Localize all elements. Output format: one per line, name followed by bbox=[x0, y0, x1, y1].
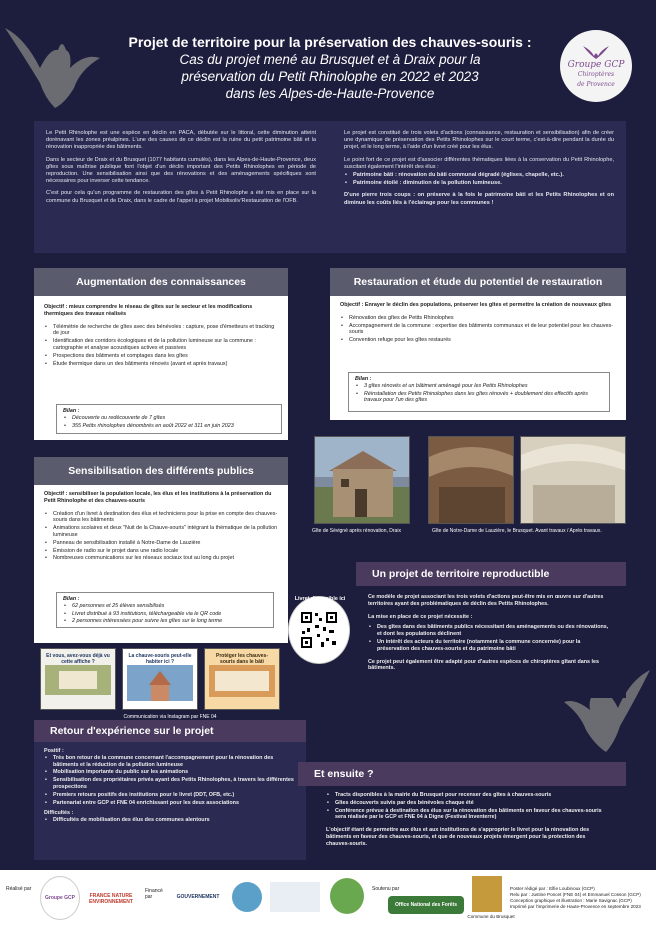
list-item: • Découverte ou redécouverte de 7 gîtes bbox=[63, 415, 275, 422]
section-header-restauration: Restauration et étude du potentiel de restauration bbox=[330, 268, 626, 296]
list-item: • Mobilisation importante du public sur les animations bbox=[44, 769, 296, 776]
objectif-text: Objectif : sensibiliser la population locale, les élus et les institutions à la préservation du Petit Rhinolophe et des chauves-souris bbox=[44, 491, 272, 504]
list-item: • Patrimoine bâti : rénovation du bâti communal dégradé (églises, chapelle, etc.). bbox=[344, 172, 614, 179]
ensuite-list bbox=[326, 792, 610, 821]
difficultes-title: Difficultés : bbox=[44, 810, 74, 817]
bat-logo-icon bbox=[581, 42, 611, 60]
bilan-title: Bilan : bbox=[63, 596, 80, 602]
section-header-reproductible: Un projet de territoire reproductible bbox=[356, 562, 626, 586]
list-item: • Prospections des bâtiments et comptages dans les gîtes bbox=[44, 353, 278, 360]
finance-par-label: Financé par bbox=[145, 888, 163, 900]
list-item: • Animations scolaires et deux "Nuit de la Chauve-souris" intégrant la thématique de la pollution lumineuse bbox=[44, 525, 278, 539]
credit-line: Poster rédigé par : Elfie Loubinoux (GCP) bbox=[510, 886, 595, 891]
intro-paragraph: C'est pour cela qu'un programme de restauration des gîtes à Petit Rhinolophe a été mis en place sur la commune du Brusquet et de Draix, dans le cadre de l'appel à projet Mobilisoliv'Restauration de l'OFB. bbox=[46, 190, 316, 204]
ensuite-content bbox=[318, 788, 618, 864]
list-item: • 62 personnes et 25 élèves sensibilisés bbox=[63, 603, 267, 610]
list-item: • Premiers retours positifs des institutions pour le livret (DDT, OFB, etc.) bbox=[44, 792, 296, 799]
section-header-retour: Retour d'expérience sur le projet bbox=[34, 720, 306, 742]
intro-left-column bbox=[46, 130, 316, 210]
brusquet-crest-logo bbox=[472, 876, 502, 912]
section-header-ensuite: Et ensuite ? bbox=[298, 762, 626, 786]
credit-line: Relu par : Justine Poncet (FNE 04) et Emmanuel Cosson (GCP) bbox=[510, 892, 641, 897]
list-item: • Télémétrie de recherche de gîtes avec des bénévoles : capture, pose d'émetteurs et tracking de jour bbox=[44, 324, 278, 338]
instagram-post-2 bbox=[122, 648, 198, 710]
intro-paragraph: Le projet est constitué de trois volets d'actions (connaissance, restauration et sensibilisation) afin de créer une dynamique de préservation des Petits Rhinolophes sur le court terme, c'est-à-dire pendant la durée du projet, et le long terme, à l'aide d'un livret créé pour les élus. bbox=[344, 130, 614, 151]
section-header-sensibilisation: Sensibilisation des différents publics bbox=[34, 457, 288, 485]
sensibilisation-list bbox=[44, 511, 278, 563]
ensuite-conclusion: L'objectif étant de permettre aux élus et aux institutions de s'approprier le livret pour la rénovation des bâtiments en faveur des chauves-souris, et que de nouveaux projets émergent pour la protection des chauves-souris. bbox=[326, 827, 590, 847]
list-item: • Conférence prévue à destination des élus sur la rénovation des bâtiments en faveur des chauves-souris sera réalisée par le GCP et FNE 04 à Digne (Festival Inventerre) bbox=[326, 808, 610, 822]
list-item: • Un intérêt des acteurs du territoire (notamment la commune concernée) pour la préservation des chauves-souris et du patrimoine bâti bbox=[368, 639, 614, 653]
photo-lauziere-apres bbox=[520, 436, 626, 524]
subtitle-line-2: préservation du Petit Rhinolophe en 2022 et 2023 bbox=[181, 69, 479, 84]
photo-gite-sevigne bbox=[314, 436, 410, 524]
credit-line: Conception graphique et illustration : Marie Savignac (GCP) bbox=[510, 898, 632, 903]
intro-list bbox=[344, 172, 614, 187]
fne-logo-text: FRANCE NATURE ENVIRONNEMENT bbox=[89, 893, 133, 905]
qr-label: Livret disponible ici bbox=[294, 596, 346, 602]
reproductible-content bbox=[356, 586, 626, 698]
photo-caption: Gîte de Sévigné après rénovation, Draix bbox=[312, 528, 401, 534]
list-item: • Partenariat entre GCP et FNE 04 enrichissant pour les deux associations bbox=[44, 800, 296, 807]
list-item: • 355 Petits rhinolophes dénombrés en août 2022 et 311 en juin 2023 bbox=[63, 423, 275, 430]
positif-list bbox=[44, 755, 296, 807]
instagram-post-3 bbox=[204, 648, 280, 710]
gouvernement-logo bbox=[170, 882, 226, 912]
bilan-title: Bilan : bbox=[63, 408, 80, 414]
list-item: • Réinstallation des Petits Rhinolophes dans les gîtes rénovés + doublement des effectifs après travaux pour l'un des gîtes bbox=[355, 391, 603, 405]
objectif-text: Objectif : Enrayer le déclin des populations, préserver les gîtes et permettre la création de nouveaux gîtes bbox=[340, 302, 612, 308]
restauration-bilan bbox=[348, 372, 610, 412]
list-item: • 3 gîtes rénovés et un bâtiment aménagé pour les Petits Rhinolophes bbox=[355, 383, 603, 390]
connaissances-list bbox=[44, 324, 278, 368]
list-item: • Très bon retour de la commune concernant l'accompagnement pour la rénovation des bâtiments et la réduction de la pollution lumineuse bbox=[44, 755, 296, 769]
realise-par-label: Réalisé par bbox=[6, 886, 32, 892]
intro-paragraph: Dans le secteur de Draix et du Brusquet (1077 habitants cumulés), dans les Alpes-de-Haute-Provence, deux gîtes sous maîtrise publique font l'objet d'un déclin important des Petits Rhinolophes en période de reproduction. Une sensibilisation ainsi que des rénovations et des aménagements spécifiques sont nécessaires pour inverser cette tendance. bbox=[46, 156, 316, 185]
reproductible-paragraph: Ce projet peut également être adapté pour d'autres espèces de chiroptères gîtant dans les bâtiments. bbox=[368, 658, 600, 672]
poster-title bbox=[110, 34, 550, 102]
fne-logo bbox=[86, 878, 136, 920]
intro-panel bbox=[34, 121, 626, 253]
sensibilisation-bilan bbox=[56, 592, 274, 628]
list-item: • Étude thermique dans un des bâtiments rénovés (avant et après travaux) bbox=[44, 361, 278, 368]
footer bbox=[0, 870, 656, 929]
restauration-list bbox=[340, 315, 616, 344]
credits bbox=[510, 886, 654, 910]
list-item: • Émission de radio sur le projet dans une radio locale bbox=[44, 548, 278, 555]
subtitle-line-3: dans les Alpes-de-Haute-Provence bbox=[225, 86, 435, 101]
gcp-footer-logo bbox=[40, 876, 80, 920]
credit-line: Imprimé par l'imprimerie de Haute-Provence en septembre 2023 bbox=[510, 904, 641, 909]
qr-bubble bbox=[288, 596, 350, 664]
intro-right-column bbox=[344, 130, 614, 212]
list-item: • Des gîtes dans des bâtiments publics nécessitant des aménagements ou des rénovations, et dont les populations déclinent bbox=[368, 624, 614, 638]
logo-line-1: Groupe GCP bbox=[567, 60, 625, 70]
region-logo bbox=[330, 878, 364, 914]
list-item: • Nombreuses communications sur les réseaux sociaux tout au long du projet bbox=[44, 555, 278, 562]
reproductible-paragraph: La mise en place de ce projet nécessite : bbox=[368, 613, 473, 620]
reproductible-paragraph: Ce modèle de projet associant les trois volets d'actions peut-être mis en œuvre sur d'autres territoires ayant des problématiques de déclin des Petits Rhinolophes. bbox=[368, 594, 604, 607]
title-line: Projet de territoire pour la préservation des chauves-souris : bbox=[128, 34, 532, 50]
objectif-text: Objectif : mieux comprendre le réseau de gîtes sur le secteur et les modifications thermiques des travaux réalisés bbox=[44, 304, 253, 317]
instagram-post-text: La chauve-souris peut-elle habiter ici ? bbox=[128, 653, 192, 665]
onf-logo bbox=[388, 896, 464, 914]
qr-code-icon[interactable] bbox=[299, 610, 339, 650]
bilan-title: Bilan : bbox=[355, 376, 372, 382]
intro-paragraph: D'une pierre trois coups : on préserve à la fois le patrimoine bâti et les Petits Rhinolophes et on diminue les coûts liés à l'éclairage pour les communes ! bbox=[344, 192, 614, 206]
subtitle-line-1: Cas du projet mené au Brusquet et à Draix pour la bbox=[179, 52, 481, 67]
retour-content bbox=[34, 742, 306, 860]
logo-line-3: de Provence bbox=[577, 81, 615, 88]
list-item: • Accompagnement de la commune : expertise des bâtiments communaux et de leur potentiel pour les chauves-souris bbox=[340, 323, 616, 337]
list-item: • Convention refuge pour les gîtes restaurés bbox=[340, 337, 616, 344]
soutenu-par-label: Soutenu par bbox=[372, 886, 400, 892]
positif-title: Positif : bbox=[44, 748, 64, 754]
instagram-caption: Communication via Instagram par FNE 04 bbox=[123, 714, 217, 720]
gcp-logo bbox=[560, 30, 632, 102]
list-item: • Panneau de sensibilisation installé à Notre-Dame de Lauzière bbox=[44, 540, 278, 547]
photo-lauziere-avant bbox=[428, 436, 514, 524]
bat-left-illustration bbox=[0, 8, 110, 118]
france-relance-logo bbox=[232, 882, 262, 912]
instagram-post-text: Protéger les chauves-souris dans le bâti bbox=[216, 653, 268, 665]
section-header-connaissances: Augmentation des connaissances bbox=[34, 268, 288, 296]
list-item: • Identification des corridors écologiques et de la pollution lumineuse sur la commune : cartographie et analyse acoustiques actives et passives bbox=[44, 338, 278, 352]
instagram-post-text: Et vous, avez-vous déjà vu cette affiche ? bbox=[46, 653, 110, 665]
list-item: • Rénovation des gîtes de Petits Rhinolophes bbox=[340, 315, 616, 322]
difficultes-list bbox=[44, 817, 296, 824]
intro-paragraph: Le Petit Rhinolophe est une espèce en déclin en PACA, débutée sur le littoral, cette diminution atteint dorénavant les zones préalpines. L'une des causes de ce déclin est la ruine du petit patrimoine bâti et la rénovation inappropriée des bâtiments. bbox=[46, 130, 316, 151]
onf-logo-text: Office National des Forêts bbox=[395, 902, 457, 908]
photo-caption: Gîte de Notre-Dame de Lauzière, le Brusquet. Avant travaux / Après travaux. bbox=[432, 528, 602, 534]
reproductible-list bbox=[368, 624, 614, 652]
logo-line-2: Chiroptères bbox=[577, 71, 615, 78]
list-item: • Création d'un livret à destination des élus et techniciens pour la prise en compte des chauves-souris dans les bâtiments bbox=[44, 511, 278, 525]
gcp-footer-logo-text: Groupe GCP bbox=[44, 895, 75, 901]
commune-label: Commune du Brusquet bbox=[467, 914, 515, 919]
list-item: • 2 personnes intéressées pour suivre les gîtes sur le long terme bbox=[63, 618, 267, 625]
ofb-logo bbox=[270, 882, 320, 912]
list-item: • Tracts disponibles à la mairie du Brusquet pour recenser des gîtes à chauves-souris bbox=[326, 792, 610, 799]
instagram-post-1 bbox=[40, 648, 116, 710]
list-item: • Gîtes découverts suivis par des bénévoles chaque été bbox=[326, 800, 610, 807]
list-item: • Sensibilisation des propriétaires privés ayant des Petits Rhinolophes, à travers les différentes prospections bbox=[44, 777, 296, 791]
list-item: • Difficultés de mobilisation des élus des communes alentours bbox=[44, 817, 296, 824]
list-item: • Patrimoine étoilé : diminution de la pollution lumineuse. bbox=[344, 180, 614, 187]
connaissances-bilan bbox=[56, 404, 282, 434]
gouvernement-logo-text: GOUVERNEMENT bbox=[176, 894, 220, 900]
list-item: • Livret distribué à 93 institutions, téléchargeable via le QR code bbox=[63, 611, 267, 618]
intro-paragraph: Le point fort de ce projet est d'associer différentes thématiques liées à la conservation du Petit Rhinolophe, suscitant également l'intérêt des élus : bbox=[344, 156, 614, 170]
